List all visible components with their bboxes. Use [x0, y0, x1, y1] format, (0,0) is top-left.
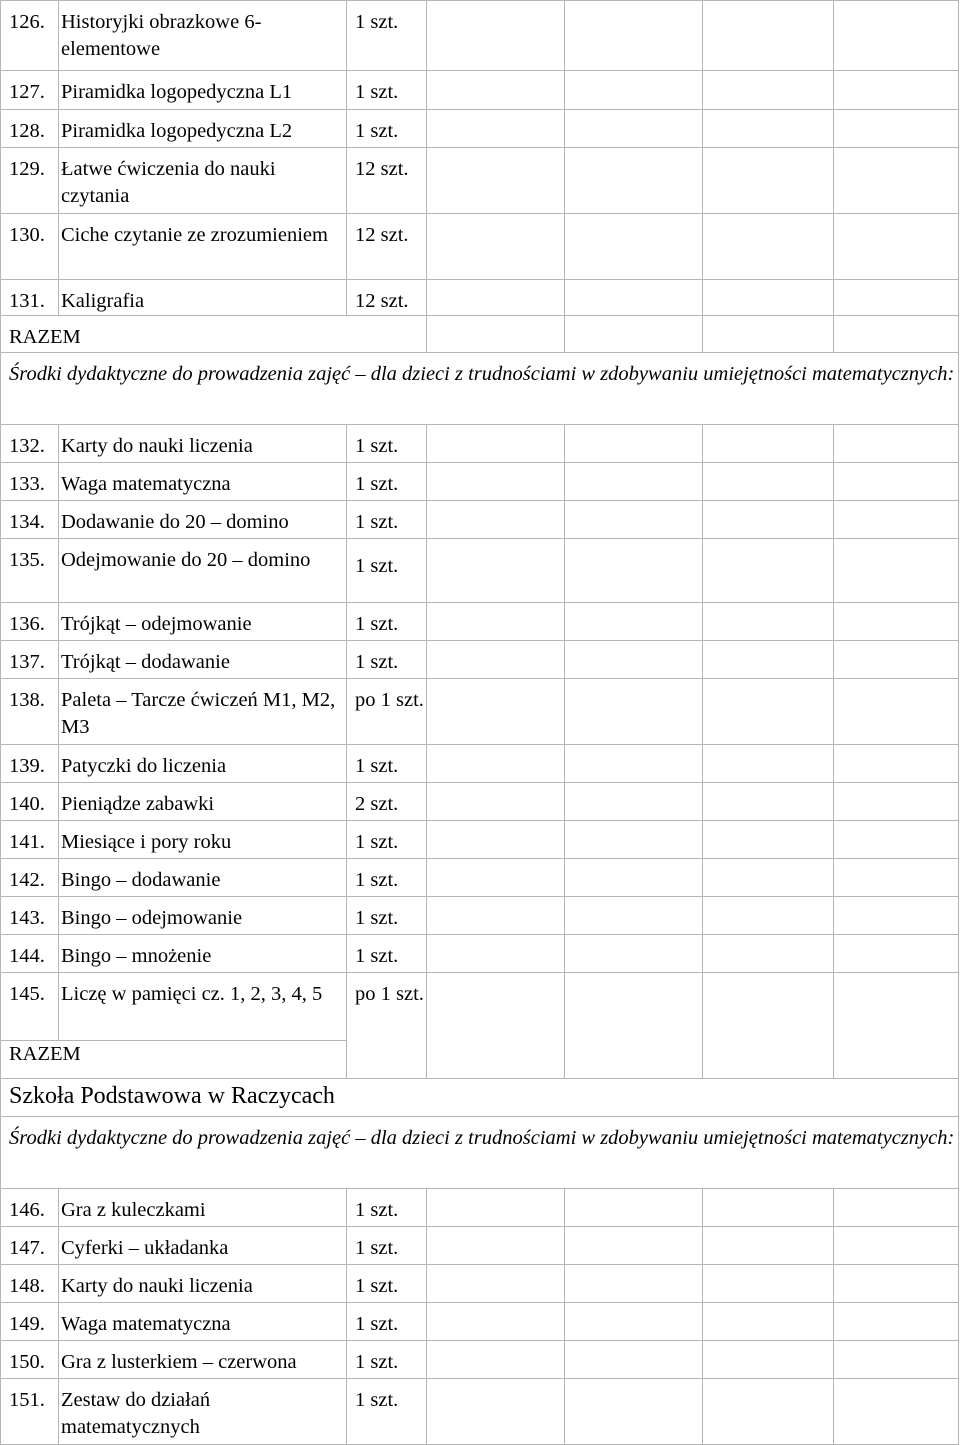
row-number: 135.: [1, 539, 59, 603]
item-name: Ciche czytanie ze zrozumieniem: [59, 214, 347, 280]
table-row: [1, 1227, 959, 1265]
school-name: Szkoła Podstawowa w Raczycach: [1, 1079, 959, 1117]
row-number: 129.: [1, 148, 59, 214]
empty-cell: [834, 1379, 959, 1445]
empty-cell: [703, 859, 834, 897]
empty-cell: [703, 745, 834, 783]
empty-cell: [834, 501, 959, 539]
item-name: Liczę w pamięci cz. 1, 2, 3, 4, 5: [59, 973, 347, 1041]
empty-cell: [565, 425, 703, 463]
item-quantity: po 1 szt.: [347, 679, 427, 745]
item-quantity: 12 szt.: [347, 148, 427, 214]
table-row: [1, 935, 959, 973]
empty-cell: [427, 973, 565, 1079]
empty-cell: [427, 1, 565, 71]
empty-cell: [834, 859, 959, 897]
table-row: [1, 745, 959, 783]
table-row: [1, 214, 959, 280]
empty-cell: [427, 501, 565, 539]
empty-cell: [834, 821, 959, 859]
row-number: 137.: [1, 641, 59, 679]
empty-cell: [565, 641, 703, 679]
item-quantity: 1 szt.: [347, 603, 427, 641]
row-number: 141.: [1, 821, 59, 859]
empty-cell: [427, 1303, 565, 1341]
section-heading: Środki dydaktyczne do prowadzenia zajęć – dla dzieci z trudnościami w zdobywaniu umiejętności matematycznych:: [1, 1117, 959, 1189]
empty-cell: [703, 603, 834, 641]
empty-cell: [427, 897, 565, 935]
empty-cell: [834, 745, 959, 783]
section-heading-row: [1, 353, 959, 425]
empty-cell: [834, 1189, 959, 1227]
section-heading: Środki dydaktyczne do prowadzenia zajęć – dla dzieci z trudnościami w zdobywaniu umiejętności matematycznych:: [1, 353, 959, 425]
empty-cell: [565, 316, 703, 353]
item-name: Trójkąt – odejmowanie: [59, 603, 347, 641]
item-quantity: 1 szt.: [347, 1265, 427, 1303]
item-name: Cyferki – układanka: [59, 1227, 347, 1265]
empty-cell: [565, 110, 703, 148]
item-name: Trójkąt – dodawanie: [59, 641, 347, 679]
empty-cell: [565, 679, 703, 745]
empty-cell: [427, 1379, 565, 1445]
row-number: 143.: [1, 897, 59, 935]
empty-cell: [703, 679, 834, 745]
item-quantity: 1 szt.: [347, 539, 427, 603]
empty-cell: [834, 148, 959, 214]
row-number: 142.: [1, 859, 59, 897]
table-row: [1, 1303, 959, 1341]
table-row: [1, 1265, 959, 1303]
empty-cell: [703, 539, 834, 603]
item-quantity: 1 szt.: [347, 1379, 427, 1445]
empty-cell: [565, 71, 703, 110]
total-label: RAZEM: [1, 316, 427, 353]
table-row: [1, 973, 959, 1041]
item-name: Waga matematyczna: [59, 1303, 347, 1341]
item-name: Waga matematyczna: [59, 463, 347, 501]
empty-cell: [703, 214, 834, 280]
empty-cell: [703, 1227, 834, 1265]
item-quantity: 1 szt.: [347, 501, 427, 539]
row-number: 151.: [1, 1379, 59, 1445]
empty-cell: [565, 859, 703, 897]
empty-cell: [427, 1227, 565, 1265]
item-quantity: 1 szt.: [347, 897, 427, 935]
empty-cell: [565, 821, 703, 859]
empty-cell: [427, 71, 565, 110]
empty-cell: [834, 1265, 959, 1303]
empty-cell: [834, 935, 959, 973]
total-row: [1, 316, 959, 353]
empty-cell: [427, 679, 565, 745]
item-name: Patyczki do liczenia: [59, 745, 347, 783]
row-number: 127.: [1, 71, 59, 110]
empty-cell: [703, 501, 834, 539]
item-quantity: 1 szt.: [347, 425, 427, 463]
row-number: 130.: [1, 214, 59, 280]
empty-cell: [703, 110, 834, 148]
item-name: Kaligrafia: [59, 280, 347, 316]
row-number: 134.: [1, 501, 59, 539]
row-number: 146.: [1, 1189, 59, 1227]
item-name: Miesiące i pory roku: [59, 821, 347, 859]
item-quantity: 1 szt.: [347, 745, 427, 783]
item-quantity: 1 szt.: [347, 1189, 427, 1227]
item-name: Pieniądze zabawki: [59, 783, 347, 821]
item-name: Bingo – odejmowanie: [59, 897, 347, 935]
item-quantity: 12 szt.: [347, 280, 427, 316]
empty-cell: [834, 110, 959, 148]
empty-cell: [834, 641, 959, 679]
item-name: Karty do nauki liczenia: [59, 1265, 347, 1303]
empty-cell: [834, 1303, 959, 1341]
empty-cell: [565, 783, 703, 821]
item-name: Paleta – Tarcze ćwiczeń M1, M2, M3: [59, 679, 347, 745]
table-row: [1, 501, 959, 539]
empty-cell: [565, 539, 703, 603]
table-row: [1, 1, 959, 71]
row-number: 144.: [1, 935, 59, 973]
empty-cell: [565, 463, 703, 501]
table-row: [1, 897, 959, 935]
empty-cell: [834, 1341, 959, 1379]
item-quantity: 2 szt.: [347, 783, 427, 821]
table-row: [1, 641, 959, 679]
item-name: Łatwe ćwiczenia do nauki czytania: [59, 148, 347, 214]
item-quantity: 1 szt.: [347, 463, 427, 501]
table-row: [1, 783, 959, 821]
item-name: Historyjki obrazkowe 6-elementowe: [59, 1, 347, 71]
row-number: 138.: [1, 679, 59, 745]
empty-cell: [703, 1379, 834, 1445]
empty-cell: [427, 641, 565, 679]
item-name: Bingo – dodawanie: [59, 859, 347, 897]
item-name: Karty do nauki liczenia: [59, 425, 347, 463]
empty-cell: [427, 539, 565, 603]
empty-cell: [703, 897, 834, 935]
empty-cell: [703, 148, 834, 214]
empty-cell: [565, 280, 703, 316]
table-row: [1, 425, 959, 463]
row-number: 132.: [1, 425, 59, 463]
item-name: Piramidka logopedyczna L2: [59, 110, 347, 148]
table-row: [1, 859, 959, 897]
empty-cell: [834, 679, 959, 745]
empty-cell: [427, 745, 565, 783]
empty-cell: [427, 821, 565, 859]
empty-cell: [427, 935, 565, 973]
empty-cell: [834, 71, 959, 110]
empty-cell: [565, 214, 703, 280]
row-number: 136.: [1, 603, 59, 641]
empty-cell: [834, 973, 959, 1079]
empty-cell: [703, 1303, 834, 1341]
total-label: RAZEM: [1, 1041, 347, 1079]
empty-cell: [427, 1341, 565, 1379]
row-number: 150.: [1, 1341, 59, 1379]
item-name: Bingo – mnożenie: [59, 935, 347, 973]
row-number: 128.: [1, 110, 59, 148]
table-row: [1, 1189, 959, 1227]
empty-cell: [565, 501, 703, 539]
empty-cell: [565, 1, 703, 71]
item-name: Gra z kuleczkami: [59, 1189, 347, 1227]
section-heading-row: [1, 1117, 959, 1189]
empty-cell: [565, 935, 703, 973]
empty-cell: [834, 280, 959, 316]
row-number: 139.: [1, 745, 59, 783]
empty-cell: [834, 897, 959, 935]
empty-cell: [703, 973, 834, 1079]
row-number: 148.: [1, 1265, 59, 1303]
item-quantity: 1 szt.: [347, 641, 427, 679]
empty-cell: [834, 1, 959, 71]
item-quantity: 1 szt.: [347, 1341, 427, 1379]
empty-cell: [703, 1189, 834, 1227]
empty-cell: [427, 783, 565, 821]
empty-cell: [565, 1303, 703, 1341]
item-quantity: 1 szt.: [347, 859, 427, 897]
empty-cell: [703, 425, 834, 463]
empty-cell: [703, 1341, 834, 1379]
empty-cell: [703, 1, 834, 71]
item-name: Piramidka logopedyczna L1: [59, 71, 347, 110]
empty-cell: [565, 1265, 703, 1303]
empty-cell: [565, 897, 703, 935]
empty-cell: [427, 280, 565, 316]
empty-cell: [427, 110, 565, 148]
table-row: [1, 603, 959, 641]
empty-cell: [427, 316, 565, 353]
school-row: [1, 1079, 959, 1117]
table-row: [1, 280, 959, 316]
empty-cell: [427, 148, 565, 214]
empty-cell: [703, 935, 834, 973]
empty-cell: [565, 1227, 703, 1265]
empty-cell: [703, 641, 834, 679]
empty-cell: [565, 1189, 703, 1227]
empty-cell: [427, 214, 565, 280]
item-quantity: po 1 szt.: [347, 973, 427, 1079]
empty-cell: [703, 463, 834, 501]
row-number: 149.: [1, 1303, 59, 1341]
table-row: [1, 148, 959, 214]
item-name: Odejmowanie do 20 – domino: [59, 539, 347, 603]
empty-cell: [834, 1227, 959, 1265]
empty-cell: [565, 1379, 703, 1445]
row-number: 126.: [1, 1, 59, 71]
row-number: 140.: [1, 783, 59, 821]
row-number: 147.: [1, 1227, 59, 1265]
item-quantity: 12 szt.: [347, 214, 427, 280]
empty-cell: [427, 859, 565, 897]
item-name: Dodawanie do 20 – domino: [59, 501, 347, 539]
empty-cell: [427, 463, 565, 501]
empty-cell: [427, 1189, 565, 1227]
empty-cell: [834, 603, 959, 641]
table-row: [1, 1379, 959, 1445]
row-number: 145.: [1, 973, 59, 1041]
empty-cell: [565, 973, 703, 1079]
item-quantity: 1 szt.: [347, 110, 427, 148]
empty-cell: [565, 603, 703, 641]
empty-cell: [703, 783, 834, 821]
empty-cell: [565, 1341, 703, 1379]
item-quantity: 1 szt.: [347, 71, 427, 110]
empty-cell: [427, 425, 565, 463]
empty-cell: [703, 1265, 834, 1303]
empty-cell: [703, 71, 834, 110]
table-row: [1, 1341, 959, 1379]
empty-cell: [834, 463, 959, 501]
empty-cell: [703, 821, 834, 859]
empty-cell: [834, 783, 959, 821]
item-name: Zestaw do działań matematycznych: [59, 1379, 347, 1445]
item-quantity: 1 szt.: [347, 821, 427, 859]
empty-cell: [834, 425, 959, 463]
item-quantity: 1 szt.: [347, 1303, 427, 1341]
table-row: [1, 110, 959, 148]
empty-cell: [834, 539, 959, 603]
empty-cell: [565, 148, 703, 214]
item-quantity: 1 szt.: [347, 1227, 427, 1265]
empty-cell: [427, 603, 565, 641]
item-quantity: 1 szt.: [347, 935, 427, 973]
table-row: [1, 539, 959, 603]
empty-cell: [565, 745, 703, 783]
table-row: [1, 821, 959, 859]
empty-cell: [834, 316, 959, 353]
row-number: 133.: [1, 463, 59, 501]
row-number: 131.: [1, 280, 59, 316]
table-row: [1, 679, 959, 745]
empty-cell: [427, 1265, 565, 1303]
table-row: [1, 463, 959, 501]
empty-cell: [834, 214, 959, 280]
table-row: [1, 71, 959, 110]
item-name: Gra z lusterkiem – czerwona: [59, 1341, 347, 1379]
empty-cell: [703, 280, 834, 316]
empty-cell: [703, 316, 834, 353]
item-quantity: 1 szt.: [347, 1, 427, 71]
